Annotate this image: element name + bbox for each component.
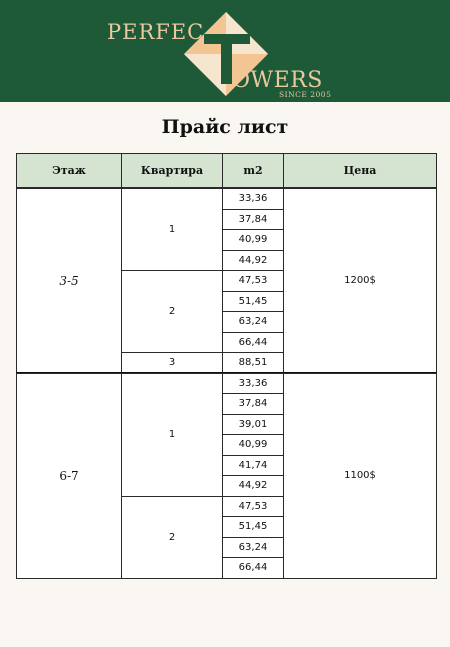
floor-cell: 6-7 (16, 373, 122, 579)
area-cell: 88,51 (222, 352, 284, 374)
perfect-towers-logo-icon (0, 0, 450, 102)
area-cell: 44,92 (222, 475, 284, 497)
header-banner (0, 0, 450, 102)
area-cell: 51,45 (222, 291, 284, 313)
apartment-cell: 2 (121, 496, 223, 579)
area-cell: 44,92 (222, 250, 284, 272)
logo-word-right: OWERS (232, 68, 323, 93)
area-cell: 63,24 (222, 311, 284, 333)
area-cell: 47,53 (222, 496, 284, 518)
area-cell: 63,24 (222, 537, 284, 559)
apartment-cell: 1 (121, 373, 223, 497)
area-cell: 41,74 (222, 455, 284, 477)
area-cell: 40,99 (222, 434, 284, 456)
apartment-cell: 3 (121, 352, 223, 374)
area-cell: 47,53 (222, 270, 284, 292)
apartment-cell: 1 (121, 188, 223, 271)
header-area: m2 (222, 153, 284, 188)
page-title: Прайс лист (161, 116, 289, 138)
area-cell: 66,44 (222, 332, 284, 354)
floor-cell: 3-5 (16, 188, 122, 374)
logo-word-left: PERFEC (107, 20, 205, 44)
header-apartment: Квартира (121, 153, 223, 188)
header-floor: Этаж (16, 153, 122, 188)
area-cell: 39,01 (222, 414, 284, 436)
apartment-cell: 2 (121, 270, 223, 353)
price-table (16, 153, 437, 592)
area-cell: 37,84 (222, 209, 284, 231)
area-cell: 33,36 (222, 373, 284, 395)
price-cell: 1100$ (283, 373, 437, 579)
header-price: Цена (283, 153, 437, 188)
area-cell: 40,99 (222, 229, 284, 251)
price-cell: 1200$ (283, 188, 437, 374)
area-cell: 33,36 (222, 188, 284, 210)
area-cell: 37,84 (222, 393, 284, 415)
area-cell: 51,45 (222, 516, 284, 538)
area-cell: 66,44 (222, 557, 284, 579)
logo-since: SINCE 2005 (279, 90, 332, 99)
